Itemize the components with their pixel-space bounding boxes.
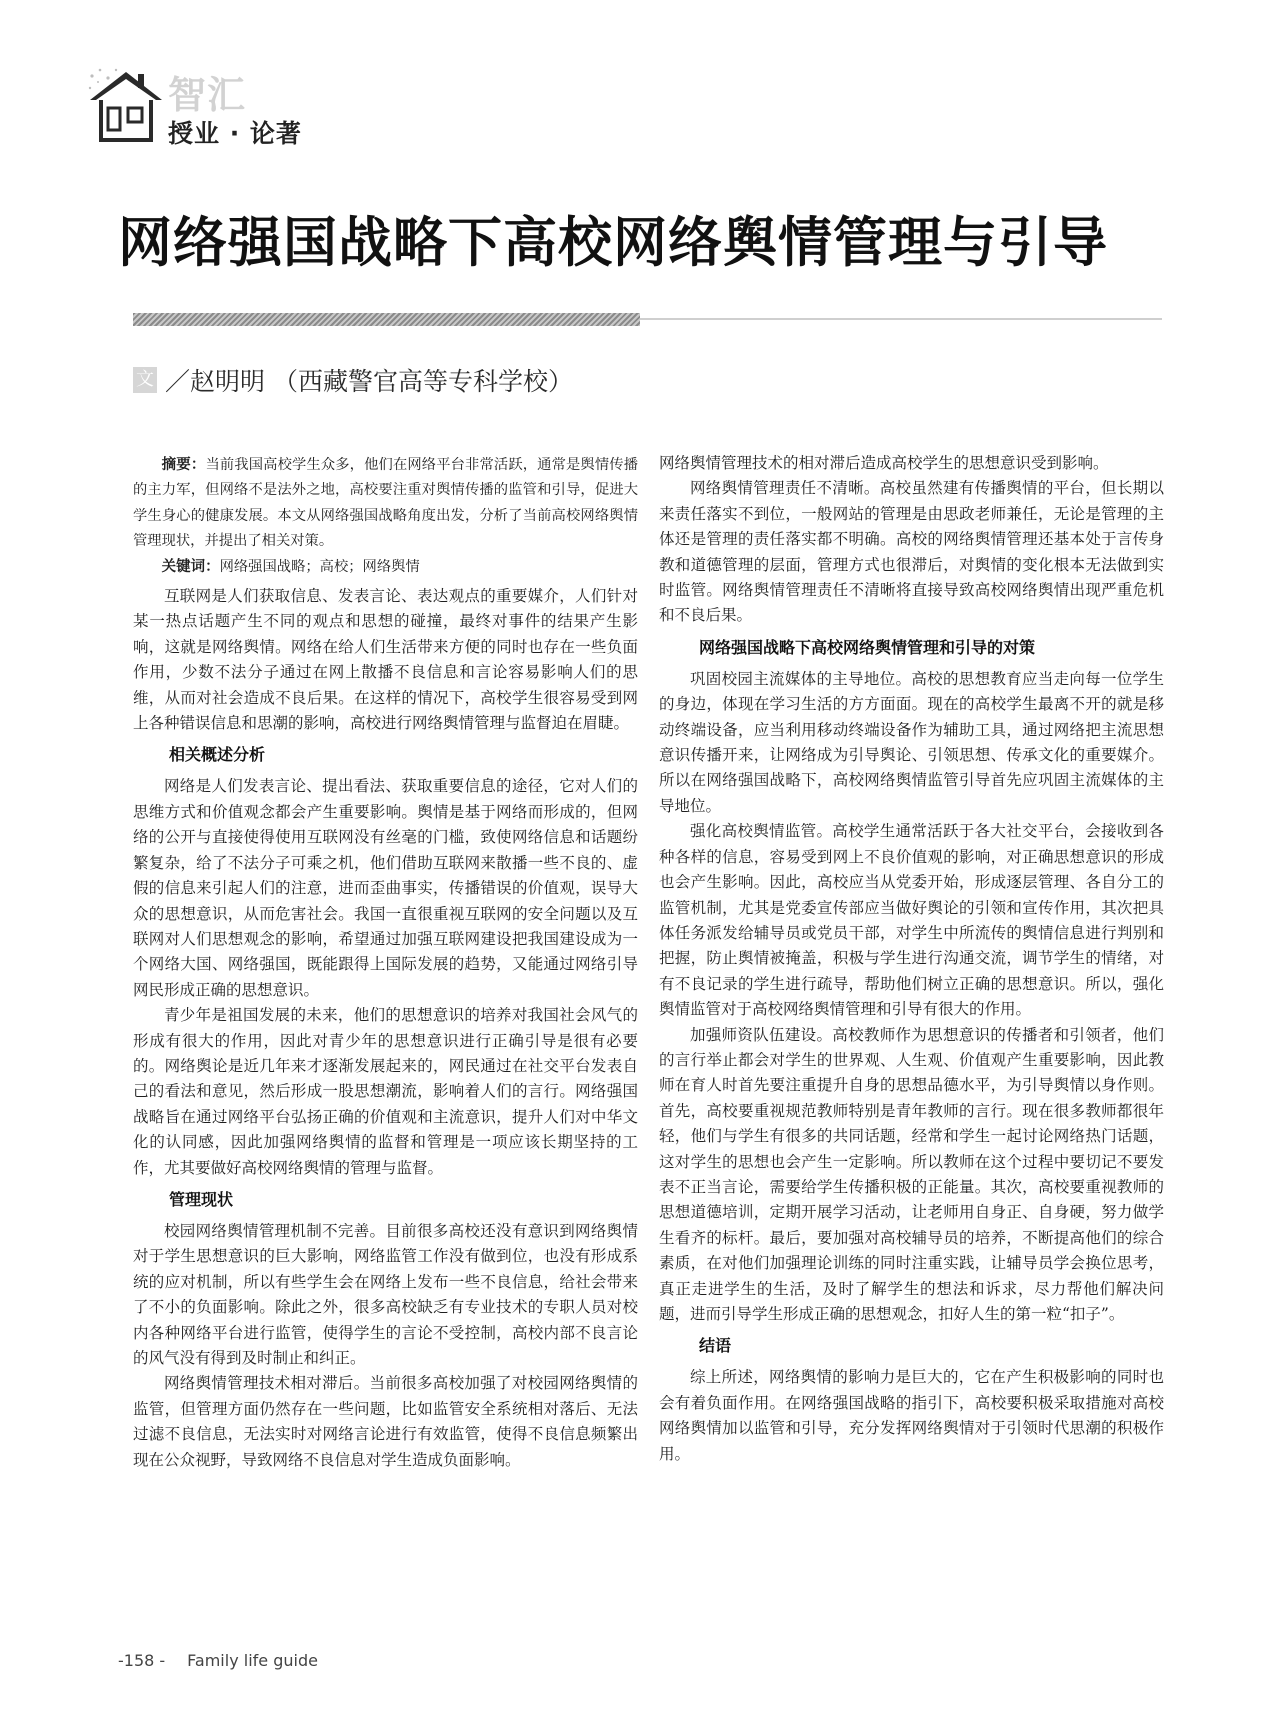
measure-paragraph-1: 巩固校园主流媒体的主导地位。高校的思想教育应当走向每一位学生的身边，体现在学习生活的方方面面。现在的高校学生最离不开的就是移动终端设备，应当利用移动终端设备作为辅助工具，通过网络把主流思想意识传播开来，让网络成为引导舆论、引领思想、传承文化的重要媒介。所以在网络强国战略下，高校网络舆情监管引导首先应巩固主流媒体的主导地位。 — [659, 669, 1164, 815]
conclusion-paragraph: 综上所述，网络舆情的影响力是巨大的，它在产生积极影响的同时也会有着负面作用。在网络强国战略的指引下，高校要积极采取措施对高校网络舆情加以监管和引导，充分发挥网络舆情对于引领时代思潮的积极作用。 — [659, 1368, 1164, 1463]
intro-paragraph: 互联网是人们获取信息、发表言论、表达观点的重要媒介，人们针对某一热点话题产生不同的观点和思想的碰撞，最终对事件的结果产生影响，这就是网络舆情。网络在给人们生活带来方便的同时也存在一些负面作用，少数不法分子通过在网上散播不良信息和言论容易影响人们的思维，从而对社会造成不良后果。在这样的情况下，高校学生很容易受到网上各种错误信息和思潮的影响，高校进行网络舆情管理与监督迫在眉睫。 — [133, 587, 638, 733]
house-icon — [86, 66, 166, 146]
page-footer — [118, 1651, 318, 1670]
journal-name: Family life guide — [187, 1651, 318, 1670]
keywords-label: 关键词： — [161, 558, 220, 575]
byline — [133, 362, 573, 398]
section-label-zhihui: 智汇 — [168, 73, 247, 117]
section-header — [86, 62, 346, 152]
title-divider-hatched — [133, 313, 640, 326]
title-divider-line — [640, 318, 1162, 320]
status-paragraph-2: 网络舆情管理技术相对滞后。当前很多高校加强了对校园网络舆情的监管，但管理方面仍然存在一些问题，比如监管安全系统相对落后、无法过滤不良信息，无法实时对网络言论进行有效监管，使得不良信息频繁出现在公众视野，导致网络不良信息对学生造成负面影响。 — [133, 1374, 638, 1469]
status-paragraph-2-continued: 网络舆情管理技术的相对滞后造成高校学生的思想意识受到影响。 — [659, 454, 1109, 472]
measure-paragraph-3: 加强师资队伍建设。高校教师作为思想意识的传播者和引领者，他们的言行举止都会对学生的世界观、人生观、价值观产生重要影响，因此教师在育人时首先要注重提升自身的思想品德水平，为引导舆情以身作则。首先，高校要重视规范教师特别是青年教师的言行。现在很多教师都很年轻，他们与学生有很多的共同话题，经常和学生一起讨论网络热门话题，这对学生的思想也会产生一定影响。所以教师在这个过程中要切记不要发表不正当言论，需要给学生传播积极的正能量。其次，高校要重视教师的思想道德培训，定期开展学习活动，让老师用自身正、自身硬，努力做学生看齐的标杆。最后，要加强对高校辅导员的培养，不断提高他们的综合素质，在对他们加强理论训练的同时注重实践，让辅导员学会换位思考，真正走进学生的生活，及时了解学生的想法和诉求，尽力帮他们解决问题，进而引导学生形成正确的思想观念，扣好人生的第一粒“扣子”。 — [659, 1025, 1164, 1323]
page-number: -158 - — [118, 1651, 166, 1670]
heading-measures: 网络强国战略下高校网络舆情管理和引导的对策 — [699, 637, 1036, 657]
keywords-text: 网络强国战略；高校；网络舆情 — [219, 558, 420, 575]
byline-marker: 文 — [133, 367, 157, 393]
left-column — [133, 453, 638, 1473]
heading-conclusion: 结语 — [699, 1336, 732, 1356]
keywords — [133, 555, 638, 580]
article-title: 网络强国战略下高校网络舆情管理与引导 — [118, 211, 1108, 274]
heading-overview: 相关概述分析 — [169, 745, 266, 765]
right-column — [659, 451, 1164, 1467]
overview-paragraph-1: 网络是人们发表言论、提出看法、获取重要信息的途径，它对人们的思维方式和价值观念都会产生重要影响。舆情是基于网络而形成的，但网络的公开与直接使得使用互联网没有丝毫的门槛，致使网络信息和话题纷繁复杂，给了不法分子可乘之机，他们借助互联网来散播一些不良的、虚假的信息来引起人们的注意，进而歪曲事实，传播错误的价值观，误导大众的思想意识，从而危害社会。我国一直很重视互联网的安全问题以及互联网对人们思想观念的影响，希望通过加强互联网建设把我国建设成为一个网络大国、网络强国，既能跟得上国际发展的趋势，又能通过网络引导网民形成正确的思想意识。 — [133, 777, 638, 999]
abstract-label: 摘要： — [161, 457, 206, 473]
status-paragraph-1: 校园网络舆情管理机制不完善。目前很多高校还没有意识到网络舆情对于学生思想意识的巨大影响，网络监管工作没有做到位，也没有形成系统的应对机制，所以有些学生会在网络上发布一些不良信息，给社会带来了不小的负面影响。除此之外，很多高校缺乏有专业技术的专职人员对校内各种网络平台进行监管，使得学生的言论不受控制，高校内部不良言论的风气没有得到及时制止和纠正。 — [133, 1221, 638, 1367]
measure-paragraph-2: 强化高校舆情监管。高校学生通常活跃于各大社交平台，会接收到各种各样的信息，容易受到网上不良价值观的影响，对正确思想意识的形成也会产生影响。因此，高校应当从党委开始，形成逐层管理、各自分工的监管机制，尤其是党委宣传部应当做好舆论的引领和宣传作用，其次把具体任务派发给辅导员或党员干部，对学生中所流传的舆情信息进行判别和把握，防止舆情被掩盖，积极与学生进行沟通交流，调节学生的情绪，对有不良记录的学生进行疏导，帮助他们树立正确的思想意识。所以，强化舆情监管对于高校网络舆情管理和引导有很大的作用。 — [659, 822, 1164, 1019]
overview-paragraph-2: 青少年是祖国发展的未来，他们的思想意识的培养对我国社会风气的形成有很大的作用，因此对青少年的思想意识进行正确引导是很有必要的。网络舆论是近几年来才逐渐发展起来的，网民通过在社交平台发表自己的看法和意见，然后形成一股思想潮流，影响着人们的言行。网络强国战略旨在通过网络平台弘扬正确的价值观和主流意识，提升人们对中华文化的认同感，因此加强网络舆情的监督和管理是一项应该长期坚持的工作，尤其要做好高校网络舆情的管理与监督。 — [133, 1006, 638, 1177]
author-affiliation: ／赵明明 （西藏警官高等专科学校） — [165, 367, 573, 396]
abstract — [133, 453, 638, 555]
responsibility-paragraph: 网络舆情管理责任不清晰。高校虽然建有传播舆情的平台，但长期以来责任落实不到位，一般网站的管理是由思政老师兼任，无论是管理的主体还是管理的责任落实都不明确。高校的网络舆情管理还基本处于言传身教和道德管理的层面，管理方式也很滞后，对舆情的变化根本无法做到实时监管。网络舆情管理责任不清晰将直接导致高校网络舆情出现严重危机和不良后果。 — [659, 479, 1164, 625]
heading-status: 管理现状 — [169, 1189, 234, 1209]
section-label-category: 授业 · 论著 — [168, 119, 302, 148]
abstract-text: 当前我国高校学生众多，他们在网络平台非常活跃，通常是舆情传播的主力军，但网络不是法外之地，高校要注重对舆情传播的监管和引导，促进大学生身心的健康发展。本文从网络强国战略角度出发，分析了当前高校网络舆情管理现状，并提出了相关对策。 — [133, 457, 638, 550]
